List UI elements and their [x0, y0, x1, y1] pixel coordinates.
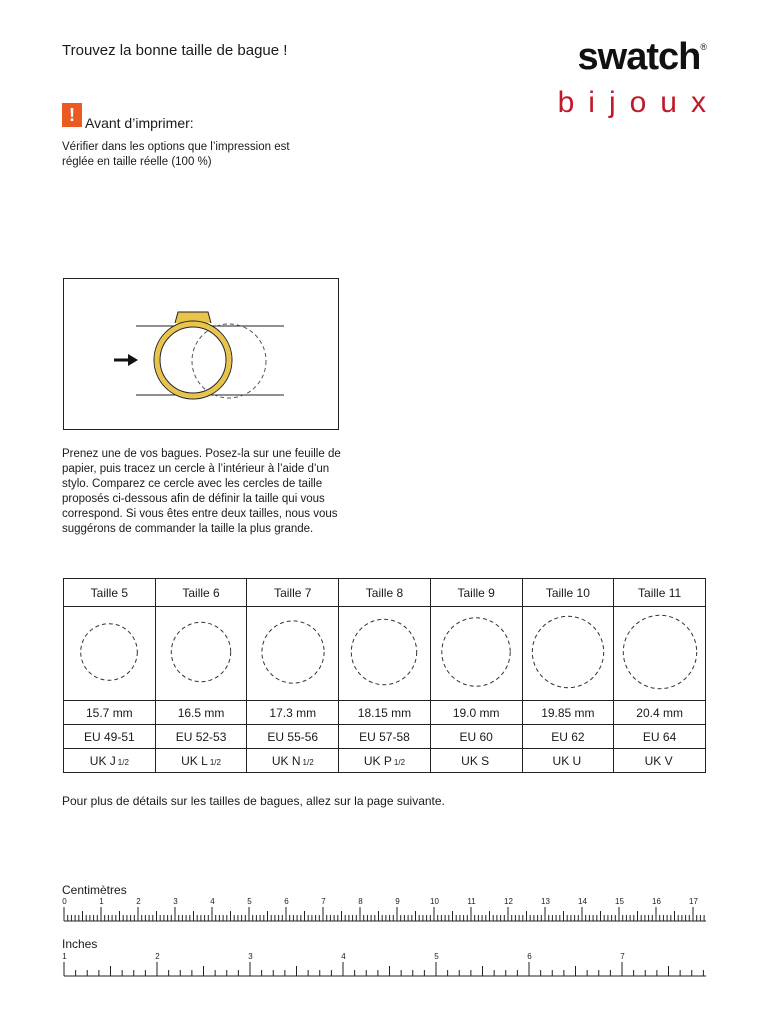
size-label-row — [64, 579, 706, 607]
size-circle-outline — [532, 616, 603, 687]
size-circle-outline — [442, 618, 510, 686]
ruler-tick-label: 9 — [395, 897, 400, 906]
size-circle-cell — [339, 607, 431, 701]
ruler-tick-label: 2 — [155, 952, 160, 961]
size-uk-cell — [247, 749, 339, 773]
size-uk-cell — [522, 749, 614, 773]
size-uk-fraction: 1/2 — [117, 757, 129, 767]
size-uk-cell — [64, 749, 156, 773]
ruler-tick-label: 2 — [136, 897, 141, 906]
size-circle — [344, 612, 424, 692]
ruler-tick-label: 5 — [434, 952, 439, 961]
size-eu: EU 57-58 — [339, 725, 431, 749]
size-uk-fraction: 1/2 — [209, 757, 221, 767]
ruler-tick-label: 1 — [62, 952, 67, 961]
size-circle-cell — [614, 607, 706, 701]
ruler-tick-label: 0 — [62, 897, 67, 906]
ruler-tick-label: 5 — [247, 897, 252, 906]
ruler-tick-label: 4 — [210, 897, 215, 906]
size-mm: 15.7 mm — [64, 701, 156, 725]
size-eu: EU 49-51 — [64, 725, 156, 749]
size-label: Taille 8 — [339, 579, 431, 607]
size-circle — [161, 612, 241, 692]
size-circle-outline — [262, 621, 324, 683]
page-title: Trouvez la bonne taille de bague ! — [62, 42, 288, 59]
size-mm: 19.0 mm — [430, 701, 522, 725]
size-label: Taille 7 — [247, 579, 339, 607]
size-eu: EU 64 — [614, 725, 706, 749]
size-circle — [528, 612, 608, 692]
warning-text: Vérifier dans les options que l’impression est réglée en taille réelle (100 %) — [62, 141, 290, 168]
size-circle-cell — [155, 607, 247, 701]
size-uk: UK L — [181, 753, 208, 768]
size-eu: EU 62 — [522, 725, 614, 749]
brand-logo — [578, 36, 706, 79]
registered-mark: ® — [700, 42, 706, 52]
ring-outer — [154, 321, 232, 399]
size-label: Taille 11 — [614, 579, 706, 607]
size-circle — [253, 612, 333, 692]
size-circle-cell — [522, 607, 614, 701]
size-circle-cell — [64, 607, 156, 701]
size-circle — [69, 612, 149, 692]
uk-row — [64, 749, 706, 773]
size-mm: 20.4 mm — [614, 701, 706, 725]
size-circle-cell — [247, 607, 339, 701]
ruler-tick-label: 16 — [652, 897, 661, 906]
mm-row — [64, 701, 706, 725]
size-uk: UK V — [644, 753, 673, 768]
size-uk: UK J — [89, 753, 116, 768]
instructions-text: Prenez une de vos bagues. Posez-la sur une feuille de papier, puis tracez un cercle à l’intérieur à l’aide d’un stylo. Comparez ce cercle avec les cercles de taille proposés ci-dessous afin de définir la taille qui vous correspond. Si vous êtes entre deux tailles, nous vous suggérons de commander la taille la plus grande. — [62, 448, 341, 535]
size-uk: UK S — [461, 753, 490, 768]
size-circle-cell — [430, 607, 522, 701]
ruler-tick-label: 14 — [578, 897, 587, 906]
ruler-tick-label: 6 — [527, 952, 532, 961]
ruler-tick-label: 11 — [467, 897, 476, 906]
size-mm: 19.85 mm — [522, 701, 614, 725]
size-label: Taille 9 — [430, 579, 522, 607]
cm-ruler-label: Centimètres — [62, 883, 127, 897]
size-uk-cell — [155, 749, 247, 773]
size-mm: 17.3 mm — [247, 701, 339, 725]
ruler-tick-label: 7 — [321, 897, 326, 906]
inch-ruler — [0, 950, 768, 990]
size-uk: UK P — [363, 753, 392, 768]
size-circle — [620, 612, 700, 692]
cm-ruler — [0, 895, 768, 935]
size-mm: 16.5 mm — [155, 701, 247, 725]
size-eu: EU 55-56 — [247, 725, 339, 749]
ruler-tick-label: 17 — [689, 897, 698, 906]
ruler-tick-label: 13 — [541, 897, 550, 906]
size-uk: UK N — [271, 753, 301, 768]
size-eu: EU 60 — [430, 725, 522, 749]
size-eu: EU 52-53 — [155, 725, 247, 749]
ruler-tick-label: 15 — [615, 897, 624, 906]
size-uk-cell — [430, 749, 522, 773]
ruler-tick-label: 10 — [430, 897, 439, 906]
size-table — [63, 578, 706, 773]
ruler-tick-label: 7 — [620, 952, 625, 961]
size-uk: UK U — [552, 753, 582, 768]
exclamation-icon: ! — [62, 103, 82, 127]
size-uk-fraction: 1/2 — [302, 757, 314, 767]
ring-illustration — [63, 278, 339, 430]
size-label: Taille 5 — [64, 579, 156, 607]
ring-inner — [160, 327, 226, 393]
ruler-tick-label: 4 — [341, 952, 346, 961]
size-uk-fraction: 1/2 — [393, 757, 406, 767]
ring-band — [157, 324, 229, 396]
ruler-tick-label: 1 — [99, 897, 104, 906]
size-circle-outline — [81, 624, 138, 681]
inch-ruler-label: Inches — [62, 937, 98, 951]
size-circle — [436, 612, 516, 692]
brand-subtitle: bijoux — [557, 86, 720, 119]
ruler-tick-label: 6 — [284, 897, 289, 906]
arrow-head-icon — [128, 354, 138, 366]
brand-name: swatch — [577, 36, 701, 78]
warning-title: Avant d’imprimer: — [85, 115, 194, 131]
ruler-tick-label: 8 — [358, 897, 363, 906]
size-uk-cell — [339, 749, 431, 773]
size-label: Taille 10 — [522, 579, 614, 607]
size-circle-outline — [171, 622, 230, 681]
eu-row — [64, 725, 706, 749]
more-info-text: Pour plus de détails sur les tailles de bagues, allez sur la page suivante. — [62, 794, 445, 808]
size-mm: 18.15 mm — [339, 701, 431, 725]
size-circle-row — [64, 607, 706, 701]
ruler-tick-label: 12 — [504, 897, 513, 906]
size-circle-outline — [352, 619, 417, 684]
size-uk-cell — [614, 749, 706, 773]
size-label: Taille 6 — [155, 579, 247, 607]
ruler-tick-label: 3 — [173, 897, 178, 906]
size-circle-outline — [623, 615, 696, 688]
ruler-tick-label: 3 — [248, 952, 253, 961]
